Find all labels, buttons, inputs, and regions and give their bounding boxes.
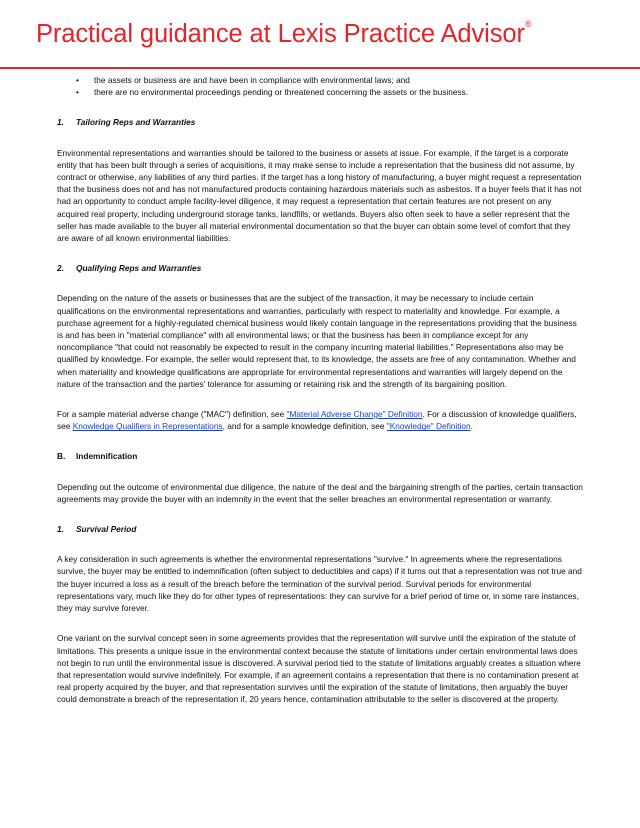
bullet-icon: • [76,75,79,85]
bullet-text: the assets or business are and have been in compliance with environmental laws; and [94,75,410,85]
paragraph: A key consideration in such agreements is whether the environmental representations "survive." In agreements where the representations survive, the buyer may be entitled to indemnification (often subject to deductibles and caps) if it turns out that a representation was not true and the buyer incurred a loss as a result of the breach before the termination of the survival period. Survival periods for environmental representations vary, much like they do for other types of representations: they can survive for a brief period of time or, in some rare instances, they may survive forever. [57,554,582,614]
section-title: Tailoring Reps and Warranties [76,117,196,128]
link-knowledge-definition[interactable]: "Knowledge" Definition [386,421,471,432]
paragraph: Environmental representations and warranties should be tailored to the business or assets at issue. For example, if the target is a corporate entity that has been built through a series of acquisitions, it may make sense to include a representation that the business did not assume, by contract or otherwise, any liabilities of any third parties. If the target has a long history of manufacturing, a buyer might request a representation that the business does not and has not manufactured products containing hazardous materials such as asbestos. If a buyer feels that it has not had an opportunity to conduct ample facility-level diligence, it may request a representation that certain features are not present on any acquired real property, including underground storage tanks, landfills, or wetlands. Buyers also often seek to have a seller represent that the seller has made available to the buyer all material environmental documentation so that the buyer can obtain some level of comfort that they are aware of all known environmental liabilities. [57,147,582,244]
section-heading-survival [57,523,583,535]
paragraph-with-links [57,408,583,432]
section-number: 1. [57,524,64,535]
text-run: . [470,421,473,432]
link-mac-definition[interactable]: "Material Adverse Change" Definition [286,409,423,420]
bullet-list [57,74,583,98]
page-title [36,20,531,49]
document-body [57,74,583,706]
list-item [57,86,583,98]
bullet-text: there are no environmental proceedings pending or threatened concerning the assets or the business. [94,87,469,98]
text-run: . For a discussion of knowledge qualifiers, see [57,409,577,432]
link-knowledge-qualifiers[interactable]: Knowledge Qualifiers in Representations [72,421,223,432]
bullet-icon: • [76,87,79,98]
section-title: Survival Period [76,524,137,535]
section-title: Indemnification [76,451,138,462]
section-number: 1. [57,117,64,128]
registered-mark: ® [524,18,532,29]
page-header [0,0,640,70]
section-heading-tailoring [57,116,583,128]
page-title-text: Practical guidance at Lexis Practice Advisor [36,20,525,48]
list-item [57,74,583,86]
paragraph: Depending on the nature of the assets or businesses that are the subject of the transaction, it may be necessary to include certain qualifications on the environmental representations and warranties, particularly with respect to materiality and knowledge. For example, a purchase agreement for a highly-regulated chemical business would likely contain language in the representations providing that the business is and has been in "material compliance" with all environmental laws; or that the business has been in compliance except for any noncompliance "that could not reasonably be expected to result in the company incurring material liabilities." Representations also may be qualified by knowledge. For example, the seller would represent that, to its knowledge, the assets are free of any contamination. Whether and when materiality and knowledge qualifications are appropriate for environmental representations and warranties will largely depend on the nature of the transaction and the parties' tolerance for assuming or retaining risk and the strength of its bargaining position. [57,293,577,389]
text-run: , and for a sample knowledge definition, see [222,421,387,432]
header-rule [0,67,640,69]
section-number: B. [57,451,66,462]
section-title: Qualifying Reps and Warranties [76,263,202,274]
section-heading-indemnification [57,450,583,462]
section-heading-qualifying [57,262,583,274]
section-number: 2. [57,263,64,274]
paragraph: Depending out the outcome of environmental due diligence, the nature of the deal and the bargaining strength of the parties, certain transaction agreements may provide the buyer with an indemnity in the event that the seller breaches an environmental representation or warranty. [57,481,583,504]
paragraph: One variant on the survival concept seen in some agreements provides that the representation will survive until the expiration of the statute of limitations. This presents a unique issue in the environmental context because the statute of limitations under certain environmental laws does not begin to run until the environmental issue is discovered. A survival period tied to the statute of limitations arguably creates a situation where that representation would survive indefinitely. For example, if an agreement contains a representation that there is no contamination present at real property acquired by the buyer, and that representation survives until the expiration of the statute of limitations, then arguably the buyer could demonstrate a breach of the representation if, 20 years hence, contamination attributable to the seller is discovered at the property. [57,633,581,705]
text-run: For a sample material adverse change ("MAC") definition, see [57,409,287,420]
